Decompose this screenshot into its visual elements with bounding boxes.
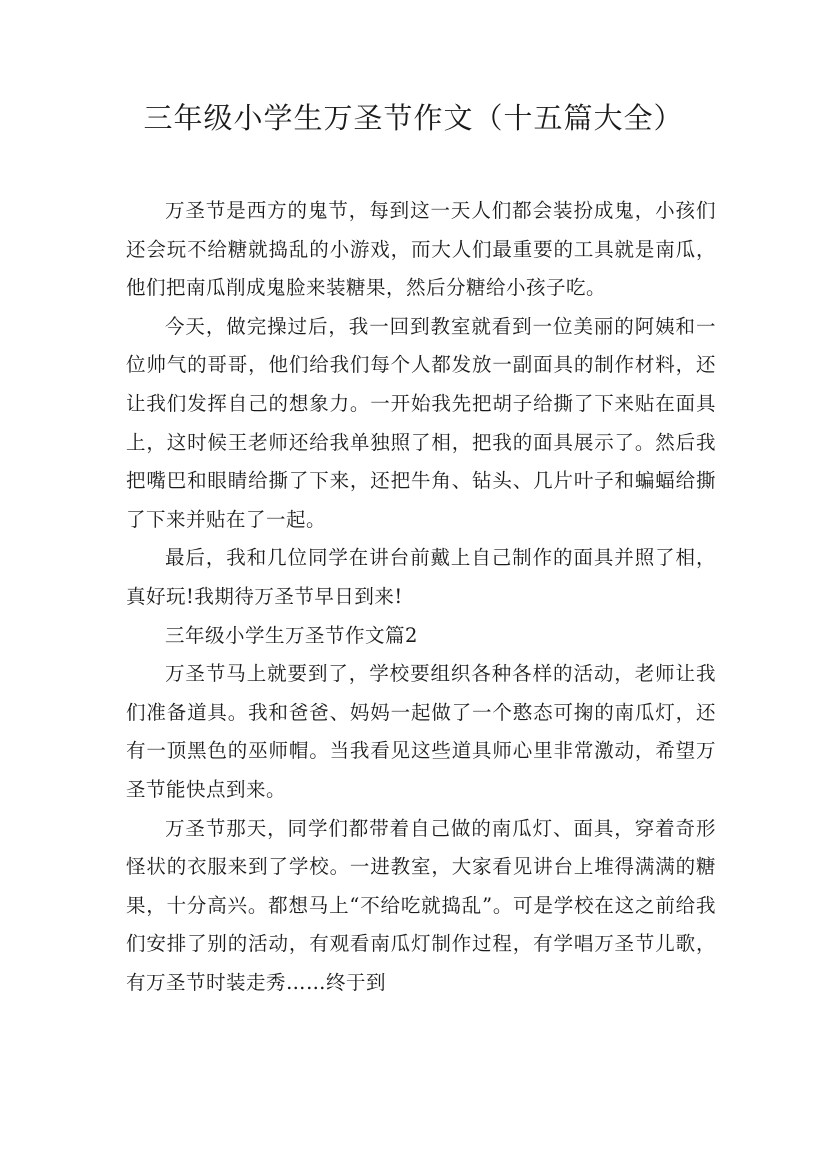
document-title: 三年级小学生万圣节作文（十五篇大全） xyxy=(143,101,684,135)
section-heading: 三年级小学生万圣节作文篇2 xyxy=(165,623,418,647)
paragraph-2: 今天，做完操过后，我一回到教室就看到一位美丽的阿姨和一位帅气的哥哥，他们给我们每个人都发放一副面具的制作材料，还让我们发挥自己的想象力。一开始我先把胡子给撕了下来贴在面具上，这时候王老师还给我单独照了相，把我的面具展示了。然后我把嘴巴和眼睛给撕了下来，还把牛角、钻头、几片叶子和蝙蝠给撕了下来并贴在了一起。 xyxy=(126,314,716,531)
paragraph-3: 最后，我和几位同学在讲台前戴上自己制作的面具并照了相，真好玩!我期待万圣节早日到来! xyxy=(126,546,716,608)
paragraph-1: 万圣节是西方的鬼节，每到这一天人们都会装扮成鬼，小孩们还会玩不给糖就捣乱的小游戏，而大人们最重要的工具就是南瓜，他们把南瓜削成鬼脸来装糖果，然后分糖给小孩子吃。 xyxy=(126,199,716,300)
document-body xyxy=(126,192,716,1002)
paragraph-5: 万圣节那天，同学们都带着自己做的南瓜灯、面具，穿着奇形怪状的衣服来到了学校。一进教室，大家看见讲台上堆得满满的糖果，十分高兴。都想马上“不给吃就捣乱”。可是学校在这之前给我们安排了别的活动，有观看南瓜灯制作过程，有学唱万圣节儿歌，有万圣节时装走秀……终于到 xyxy=(126,816,716,994)
paragraph-4: 万圣节马上就要到了，学校要组织各种各样的活动，老师让我们准备道具。我和爸爸、妈妈一起做了一个憨态可掬的南瓜灯，还有一顶黑色的巫师帽。当我看见这些道具师心里非常激动，希望万圣节能快点到来。 xyxy=(126,662,716,801)
